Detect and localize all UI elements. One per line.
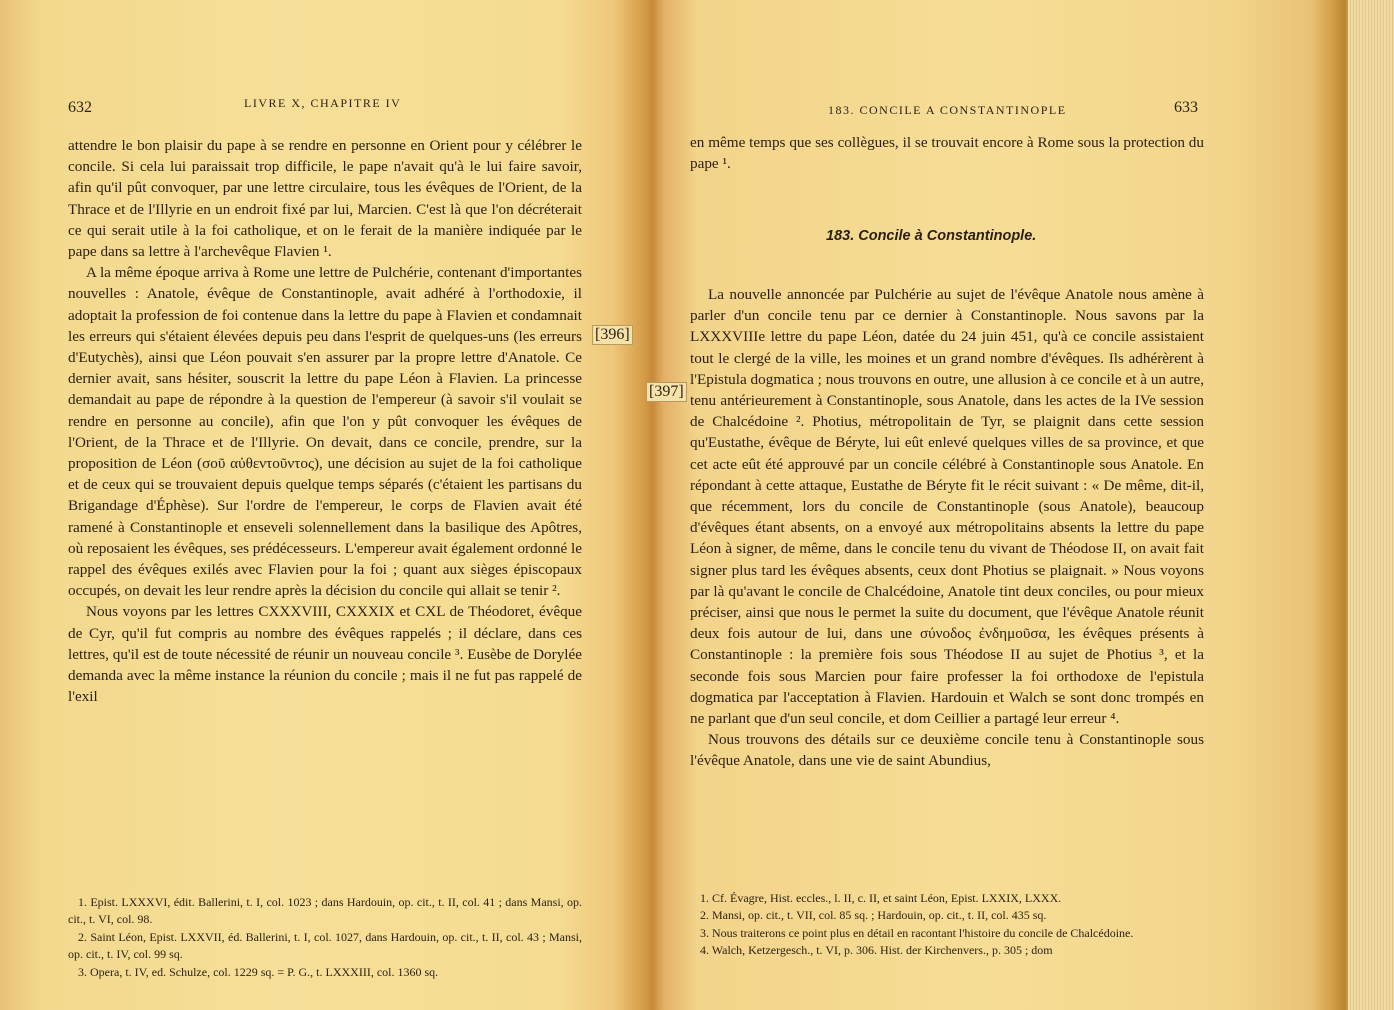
right-footnote-3: 3. Nous traiterons ce point plus en détail en racontant l'histoire du concile de Chalcédoine. — [700, 925, 1134, 940]
margin-note-left: [396] — [592, 325, 633, 345]
left-footnote-3: 3. Opera, t. IV, ed. Schulze, col. 1229 sq. = P. G., t. LXXXIII, col. 1360 sq. — [78, 964, 439, 979]
left-page — [0, 0, 640, 1010]
left-footnote-1: 1. Epist. LXXXVI, édit. Ballerini, t. I, col. 1023 ; dans Hardouin, op. cit., t. II, col. 41 ; dans Mansi, op. cit., t. VI, col. 98. — [68, 895, 582, 927]
right-footnote-1: 1. Cf. Évagre, Hist. eccles., l. II, c. II, et saint Léon, Epist. LXXIX, LXXX. — [700, 891, 1062, 905]
right-intro — [690, 132, 1204, 174]
left-body — [68, 135, 582, 707]
running-head-left: LIVRE X, CHAPITRE IV — [244, 96, 402, 110]
section-title: 183. Concile à Constantinople. — [826, 228, 1037, 244]
right-footnote-4: 4. Walch, Ketzergesch., t. VI, p. 306. Hist. der Kirchenvers., p. 305 ; dom — [700, 943, 1053, 958]
page-number-right: 633 — [1174, 99, 1198, 116]
right-intro-paragraph: en même temps que ses collègues, il se trouvait encore à Rome sous la protection du pape ¹. — [690, 134, 1204, 173]
left-paragraph-1: attendre le bon plaisir du pape à se rendre en personne en Orient pour y célébrer le concile. Si cela lui paraissait trop difficile, le pape n'avait qu'à le lui faire savoir, afin qu'il pût convoquer, par une lettre circulaire, tous les évêques de l'Orient, de la Thrace et de l'Illyrie en un endroit fixé par lui, Marcien. C'est là que l'on décréterait ce qui serait utile à la foi catholique, et on le ferait de la manière indiquée par le pape dans sa lettre à l'archevêque Flavien ¹. — [68, 137, 582, 261]
right-footnotes — [690, 890, 1212, 960]
left-footnote-2: 2. Saint Léon, Epist. LXXVII, éd. Ballerini, t. I, col. 1027, dans Hardouin, op. cit., t. II, col. 43 ; Mansi, op. cit., t. IV, col. 99 sq. — [68, 929, 582, 962]
left-footnotes — [68, 894, 582, 981]
margin-note-right: [397] — [646, 382, 687, 402]
left-paragraph-2: A la même époque arriva à Rome une lettre de Pulchérie, contenant d'importantes nouvelles : Anatole, évêque de Constantinople, avait adhéré à l'orthodoxie, il adoptait la profession de foi contenue dans la lettre du pape à Flavien et condamnait les erreurs qui s'étaient élevées depuis peu dans l'esprit de quelques-uns (les erreurs d'Eutychès), ainsi que Léon pouvait s'en assurer par la propre lettre d'Anatole. Ce dernier avait, sans hésiter, souscrit la lettre du pape Léon à Flavien. La princesse demandait au pape de répondre à la question de l'empereur (à savoir s'il voulait se rendre en personne au concile), afin que l'on y pût convoquer les évêques de l'Orient, de la Thrace et de l'Illyrie. On devait, dans ce concile, prendre, sur la proposition de Léon (σοῦ αὐθεντοῦντος), une décision au sujet de la foi catholique et de ceux qui se trouvaient depuis quelque temps séparés (c'étaient les partisans du Brigandage d'Éphèse). Sur l'ordre de l'empereur, le corps de Flavien avait été ramené à Constantinople et enseveli solennellement dans la basilique des Apôtres, où reposaient les évêques, ses prédécesseurs. L'empereur avait également ordonné le rappel des évêques exilés avec Flavien pour la foi ; quant aux sièges épiscopaux occupés, on devait les leur rendre après la décision du concile qui allait se tenir ². — [68, 264, 582, 600]
right-body — [690, 284, 1204, 772]
left-paragraph-3: Nous voyons par les lettres CXXXVIII, CXXXIX et CXL de Théodoret, évêque de Cyr, qu'il fut compris au nombre des évêques rappelés ; il déclare, dans ces lettres, qu'il est de toute nécessité de réunir un nouveau concile ³. Eusèbe de Dorylée demanda avec la même instance la réunion du concile ; mais il ne fut pas rappelé de l'exil — [68, 603, 582, 706]
right-paragraph-2: Nous trouvons des détails sur ce deuxième concile tenu à Constantinople sous l'évêque Anatole, dans une vie de saint Abundius, — [690, 731, 1204, 770]
page-edges — [1348, 0, 1394, 1010]
right-footnote-2: 2. Mansi, op. cit., t. VII, col. 85 sq. ; Hardouin, op. cit., t. II, col. 435 sq. — [700, 908, 1047, 923]
right-page — [648, 0, 1348, 1010]
page-number-left: 632 — [68, 99, 92, 116]
right-paragraph-1: La nouvelle annoncée par Pulchérie au sujet de l'évêque Anatole nous amène à parler d'un concile tenu par ce dernier à Constantinople. Nous savons par la LXXXVIIIe lettre du pape Léon, datée du 24 juin 451, qu'à ce concile assistaient tout le clergé de la ville, les moines et un grand nombre d'évêques. Ils adhérèrent à l'Epistula dogmatica ; nous trouvons en outre, une allusion à ce concile et à un autre, tenu antérieurement à Constantinople, sous Anatole, dans les actes de la IVe session de Chalcédoine ². Photius, métropolitain de Tyr, se plaignit dans cette session qu'Eustathe, évêque de Béryte, lui eût enlevé quelques villes de sa province, et que cet acte eût été approuvé par un concile célébré à Constantinople sous Anatole. En répondant à cette attaque, Eustathe de Béryte fit le récit suivant : « De même, dit-il, que récemment, lors du concile de Constantinople (sous Anatole), beaucoup d'évêques étant absents, on a envoyé aux métropolitains absents la lettre du pape Léon à signer, de même, dans le concile tenu du vivant de Théodose II, on avait fait signer plus tard les évêques absents, ceux dont Photius se plaignait. » Nous voyons par là qu'avant le concile de Chalcédoine, Anatole tint deux conciles, ou pour mieux préciser, ainsi que nous le permet la suite du document, que l'évêque Anatole réunit deux fois autour de lui, dans une σύνοδος ἐνδημοῦσα, les évêques présents à Constantinople : la première fois sous Théodose II au sujet de Photius ³, et la seconde fois sous Marcien pour faire professer la foi orthodoxe de l'epistula dogmatica par l'acceptation à Flavien. Hardouin et Walch se sont donc trompés en ne parlant que d'un seul concile, et dom Ceillier a partagé leur erreur ⁴. — [690, 286, 1204, 728]
running-head-right: 183. CONCILE A CONSTANTINOPLE — [828, 103, 1067, 117]
